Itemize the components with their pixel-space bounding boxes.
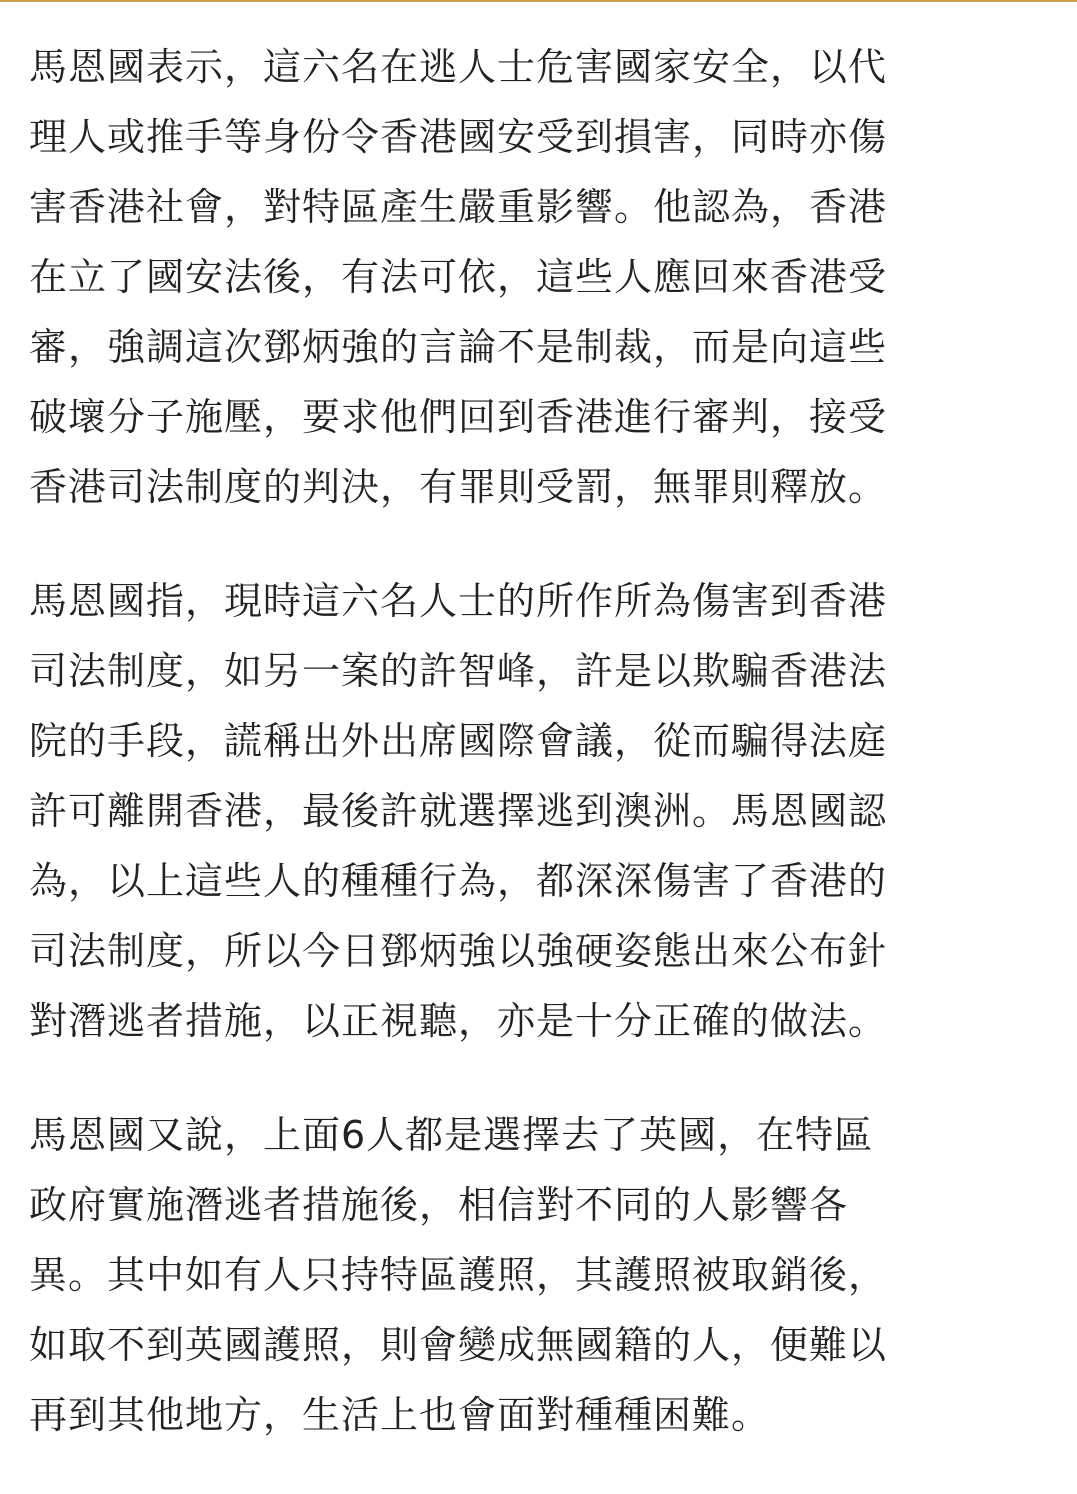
text-line: 馬恩國指，現時這六名人士的所作所為傷害到香港 <box>29 579 888 623</box>
text-line: 許可離開香港，最後許就選擇逃到澳洲。馬恩國認 <box>29 789 888 833</box>
paragraph <box>29 32 1029 522</box>
text-line: 為，以上這些人的種種行為，都深深傷害了香港的 <box>29 859 888 903</box>
text-line: 破壞分子施壓，要求他們回到香港進行審判，接受 <box>29 395 888 439</box>
text-line: 審，強調這次鄧炳強的言論不是制裁，而是向這些 <box>29 325 888 369</box>
text-line: 司法制度，所以今日鄧炳強以強硬姿態出來公布針 <box>29 929 888 973</box>
text-line: 馬恩國又說，上面6人都是選擇去了英國，在特區 <box>29 1113 874 1157</box>
text-line: 對潛逃者措施，以正視聽，亦是十分正確的做法。 <box>29 999 888 1043</box>
paragraph <box>29 1100 1029 1450</box>
top-divider <box>0 0 1077 2</box>
text-line: 在立了國安法後，有法可依，這些人應回來香港受 <box>29 255 888 299</box>
text-line: 香港司法制度的判決，有罪則受罰，無罪則釋放。 <box>29 465 888 509</box>
article-body <box>29 32 1029 1494</box>
text-line: 馬恩國表示，這六名在逃人士危害國家安全，以代 <box>29 45 888 89</box>
paragraph <box>29 566 1029 1056</box>
text-line: 政府實施潛逃者措施後，相信對不同的人影響各 <box>29 1183 849 1227</box>
text-line: 司法制度，如另一案的許智峰，許是以欺騙香港法 <box>29 649 888 693</box>
text-line: 如取不到英國護照，則會變成無國籍的人，便難以 <box>29 1323 888 1367</box>
text-line: 異。其中如有人只持特區護照，其護照被取銷後， <box>29 1253 888 1297</box>
text-line: 院的手段，謊稱出外出席國際會議，從而騙得法庭 <box>29 719 888 763</box>
text-line: 害香港社會，對特區產生嚴重影響。他認為，香港 <box>29 185 888 229</box>
text-line: 再到其他地方，生活上也會面對種種困難。 <box>29 1393 771 1437</box>
text-line: 理人或推手等身份令香港國安受到損害，同時亦傷 <box>29 115 888 159</box>
